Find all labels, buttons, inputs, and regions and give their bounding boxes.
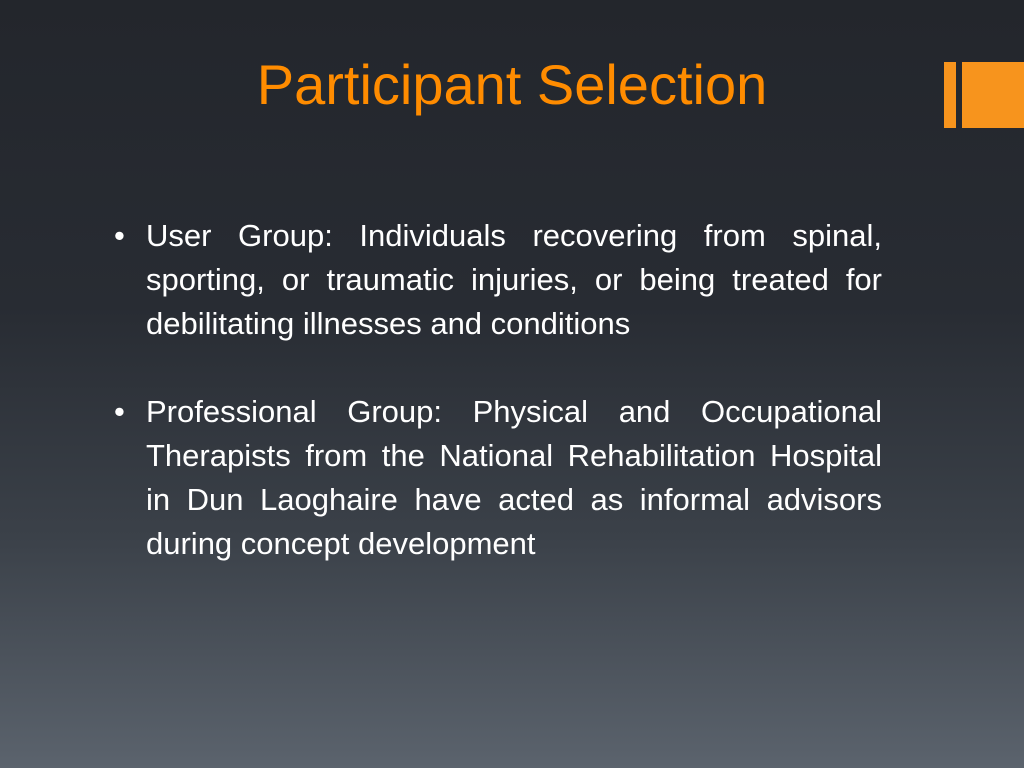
bullet-text: User Group: Individuals recovering from spinal, sporting, or traumatic injuries, or being treated for debilitating illnesses and conditions: [146, 218, 882, 341]
bullet-item-user-group: [110, 214, 882, 346]
bullet-list: [110, 214, 882, 610]
bullet-text: Professional Group: Physical and Occupational Therapists from the National Rehabilitation Hospital in Dun Laoghaire have acted as informal advisors during concept development: [146, 394, 882, 561]
bullet-marker: •: [114, 218, 125, 253]
accent-bars-decoration: [944, 62, 1024, 128]
slide-title: Participant Selection: [256, 53, 768, 116]
bullet-marker: •: [114, 394, 125, 429]
bullet-item-professional-group: [110, 390, 882, 566]
accent-bar-thin: [944, 62, 956, 128]
accent-bar-thick: [962, 62, 1024, 128]
